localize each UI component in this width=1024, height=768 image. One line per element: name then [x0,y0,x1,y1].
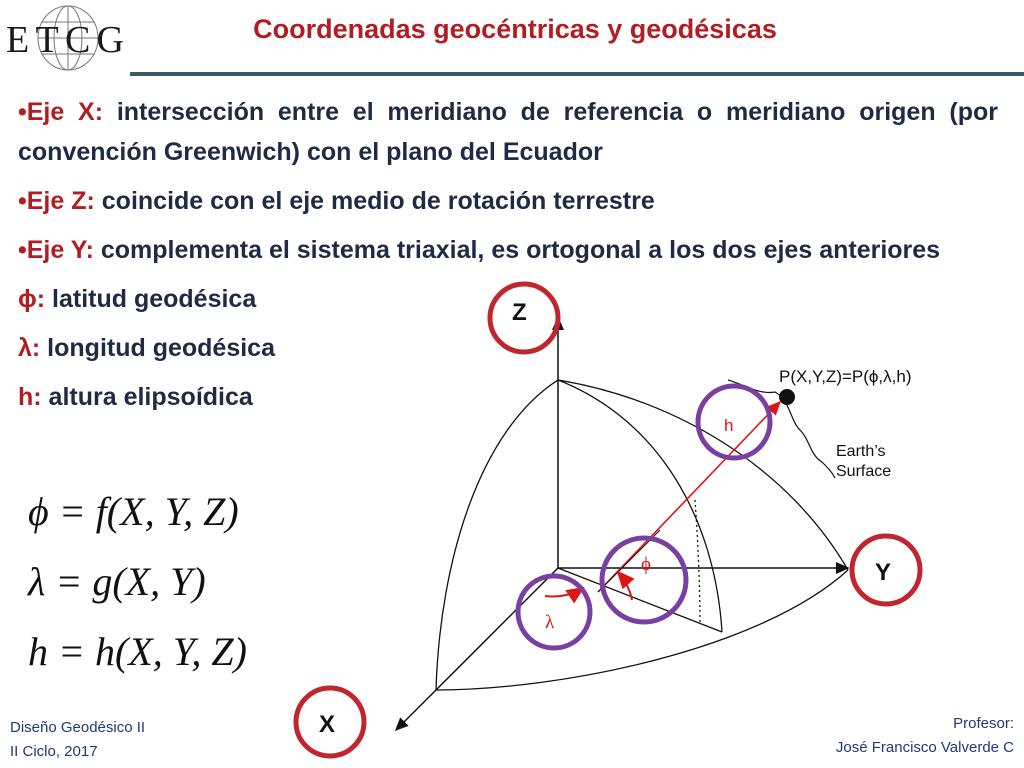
course-term: II Ciclo, 2017 [10,743,98,760]
bullet-key: •Eje Z: [18,187,95,215]
logo-text: ETCG [6,19,124,61]
professor-label: Profesor: [953,715,1014,732]
h-label: h [724,416,734,435]
bullet-text: coincide con el eje medio de rotación terrestre [94,187,655,215]
ellipsoid-equator [436,570,848,690]
bullet-text: latitud geodésica [45,285,257,313]
bullet-eje-x [18,92,998,172]
phi-highlight-circle [602,538,686,622]
bullet-text: complementa el sistema triaxial, es ortogonal a los dos ejes anteriores [93,236,941,264]
professor-name: José Francisco Valverde C [835,739,1014,756]
axis-z-label: Z [512,299,527,326]
bullet-key: λ: [18,334,41,362]
bullet-key: ϕ: [18,285,46,313]
point-p-label: P(X,Y,Z)=P(ϕ,λ,h) [779,367,912,386]
footer-professor-info [836,712,1014,760]
bullet-eje-z [18,181,998,221]
bullet-text: intersección entre el meridiano de referencia o meridiano origen (por convención Greenwich) con el plano del Ecuador [18,98,998,166]
axis-y-label: Y [875,559,892,586]
coordinate-diagram [319,270,1024,768]
lambda-angle-arrow [545,588,583,597]
axis-x-label: X [319,711,336,738]
bullet-text: altura elipsoídica [41,383,253,411]
footer-course-info [10,716,145,764]
formula-height: h = h(X, Y, Z) [28,629,247,674]
bullet-text: longitud geodésica [40,334,275,362]
formula-latitude: ϕ = f(X, Y, Z) [28,489,239,534]
point-p-marker [779,389,795,405]
bullet-eje-y [18,230,998,270]
formula-block [28,480,328,690]
surface-label-2: Surface [836,463,892,480]
formula-longitude: λ = g(X, Y) [28,559,206,604]
bullet-key: •Eje Y: [18,236,94,264]
h-highlight-circle [698,386,770,458]
bullet-key: •Eje X: [18,98,104,126]
course-name: Diseño Geodésico II [10,719,146,736]
normal-height-arrow [598,402,780,592]
axis-x-line [396,568,558,730]
phi-label: ϕ [641,554,652,575]
etcg-logo [6,2,126,74]
page-title: Coordenadas geocéntricas y geodésicas [253,14,777,44]
title-divider [130,72,1024,76]
lambda-label: λ [545,612,555,633]
surface-label-1: Earth’s [836,443,886,460]
bullet-key: h: [18,383,42,411]
